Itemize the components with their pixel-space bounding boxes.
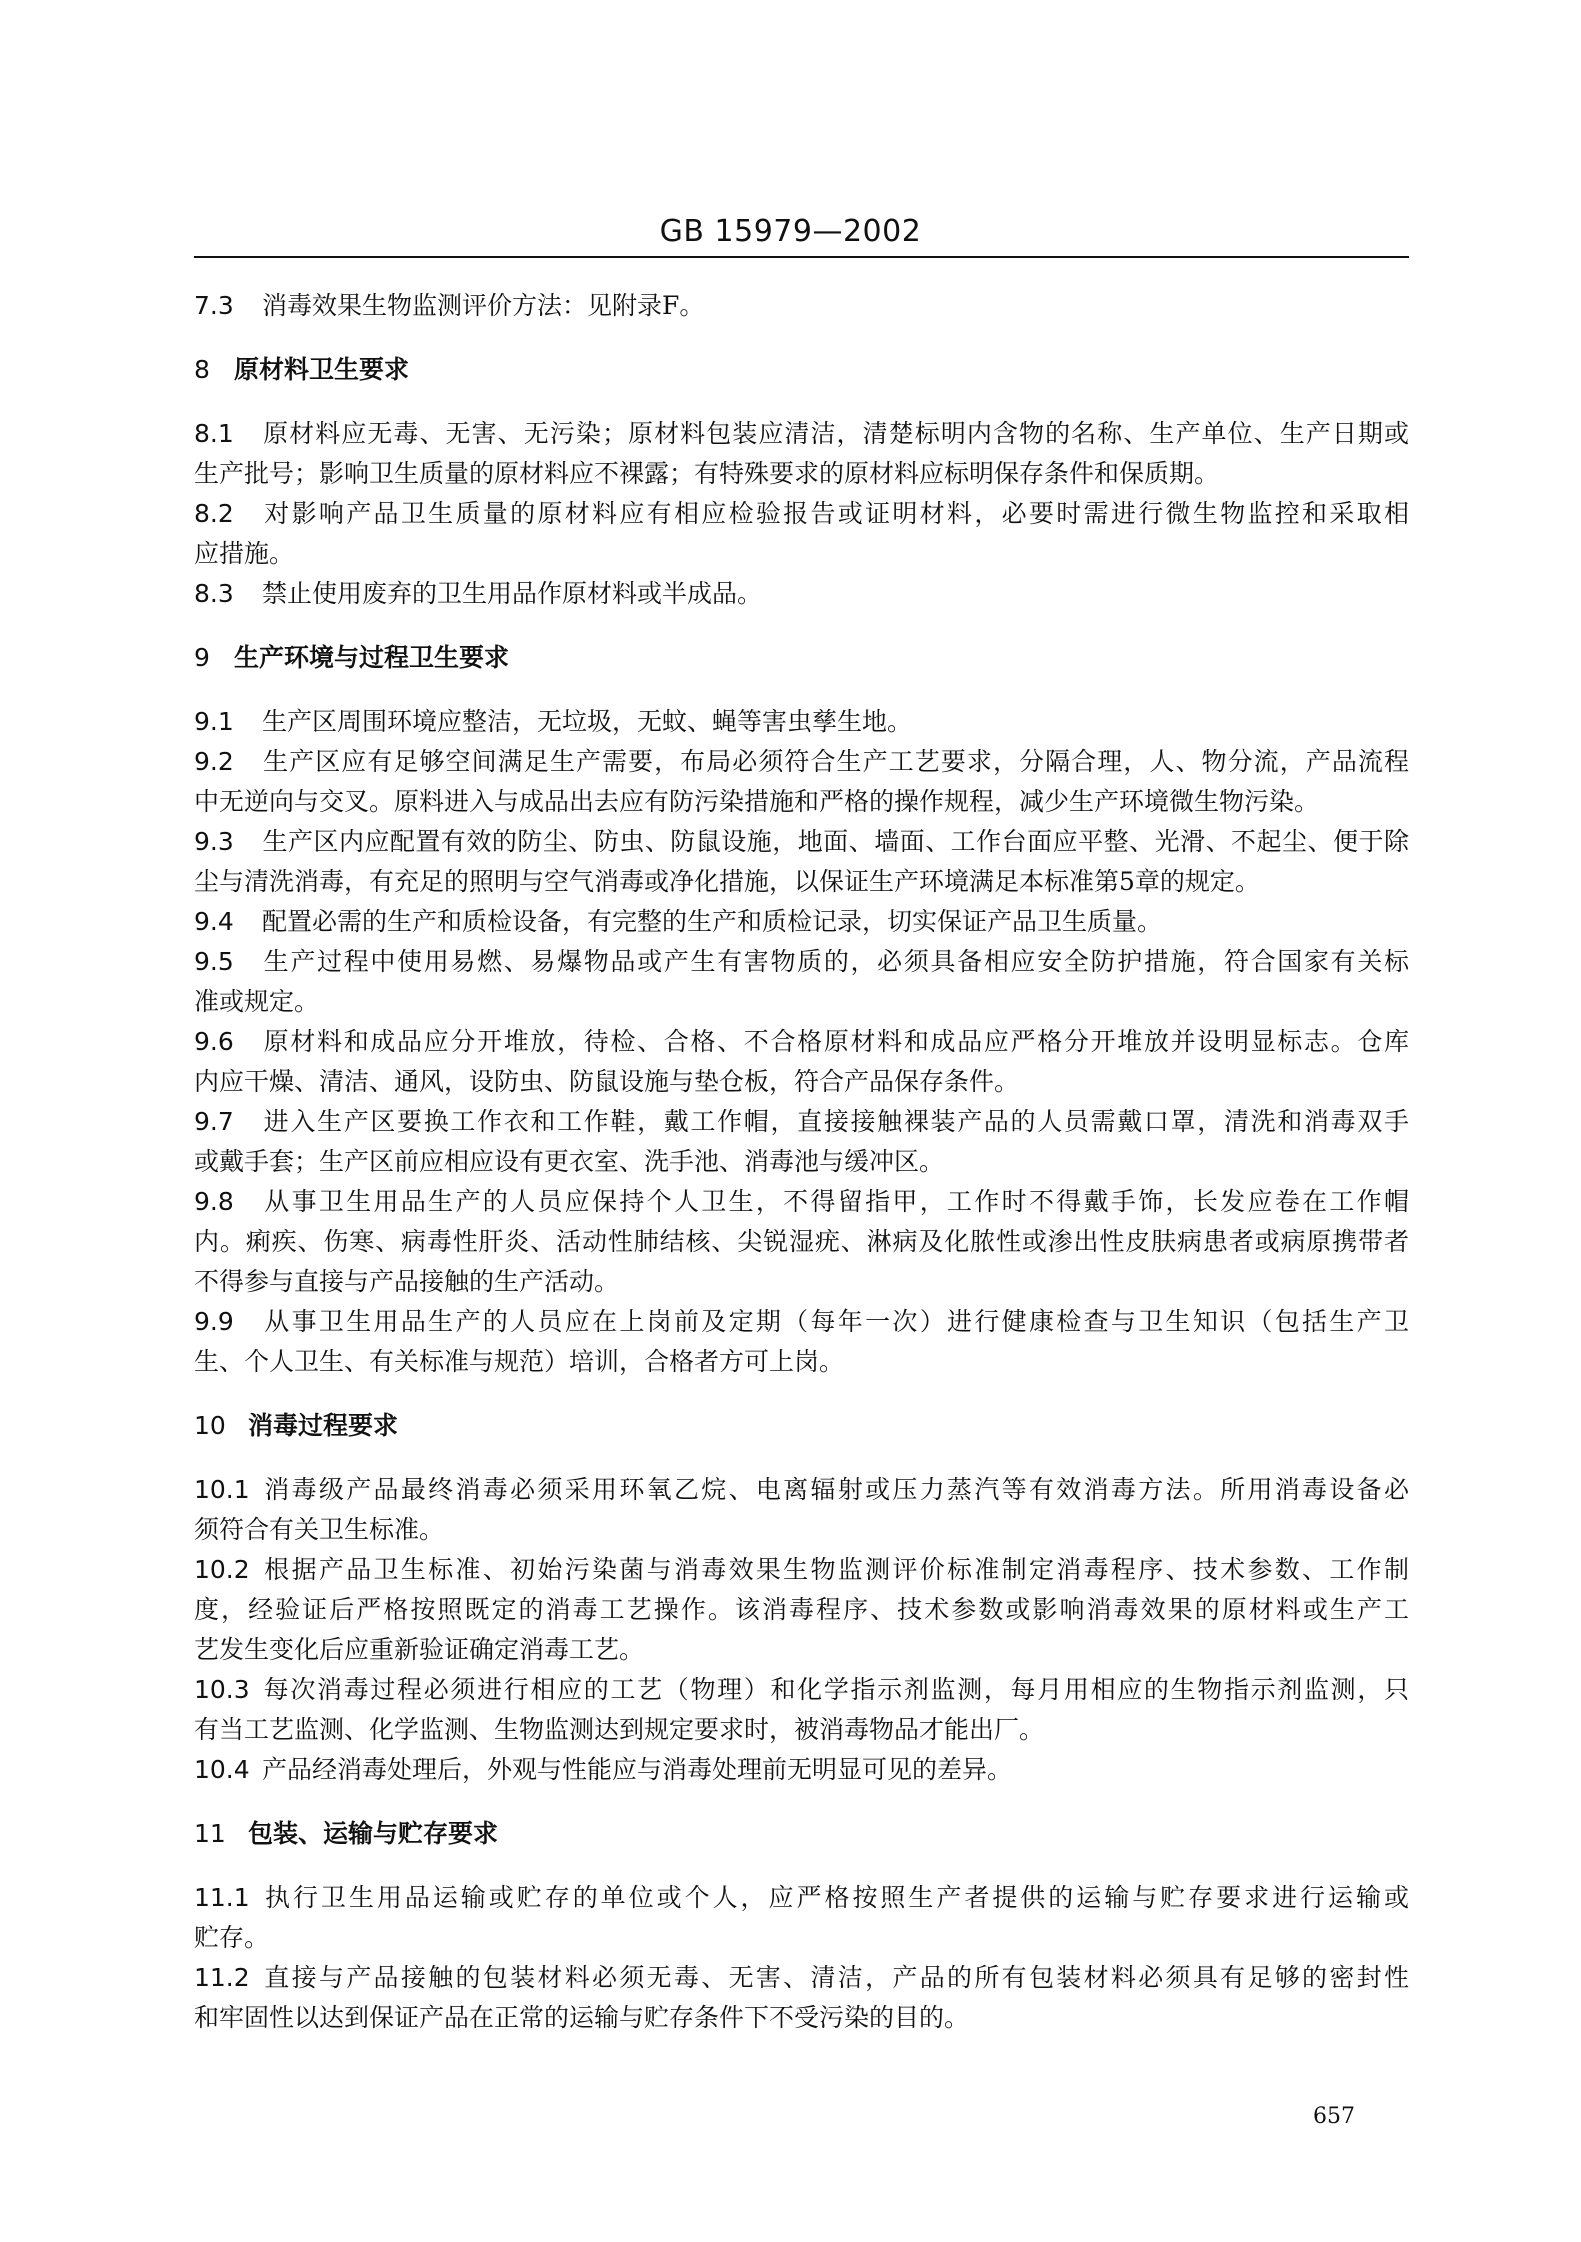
section-number: 9 <box>194 643 210 672</box>
clause-text: 原材料应无毒、无害、无污染；原材料包装应清洁，清楚标明内含物的名称、生产单位、生产日期或 <box>262 419 1409 448</box>
clause-text: 每次消毒过程必须进行相应的工艺（物理）和化学指示剂监测，每月用相应的生物指示剂监测，只 <box>262 1675 1409 1704</box>
clause-9-2-cont: 中无逆向与交叉。原料进入与成品出去应有防污染措施和严格的操作规程，减少生产环境微生物污染。 <box>194 787 1320 816</box>
clause-10-1 <box>194 1470 1409 1510</box>
clause-text: 原材料和成品应分开堆放，待检、合格、不合格原材料和成品应严格分开堆放并设明显标志。仓库 <box>262 1027 1409 1056</box>
clause-number: 9.1 <box>194 707 234 736</box>
clause-text: 产品经消毒处理后，外观与性能应与消毒处理前无明显可见的差异。 <box>262 1755 1013 1784</box>
section-heading-8 <box>194 350 1409 390</box>
clause-text: 生产区内应配置有效的防尘、防虫、防鼠设施，地面、墙面、工作台面应平整、光滑、不起尘、便于除 <box>262 827 1409 856</box>
clause-number: 8.3 <box>194 579 234 608</box>
clause-number: 9.7 <box>194 1107 234 1136</box>
clause-number: 9.8 <box>194 1187 234 1216</box>
clause-text: 对影响产品卫生质量的原材料应有相应检验报告或证明材料，必要时需进行微生物监控和采取相 <box>262 499 1409 528</box>
clause-11-2 <box>194 1958 1409 1998</box>
clause-number: 9.9 <box>194 1307 234 1336</box>
clause-text: 根据产品卫生标准、初始污染菌与消毒效果生物监测评价标准制定消毒程序、技术参数、工作制 <box>262 1555 1409 1584</box>
clause-number: 10.4 <box>194 1755 250 1784</box>
clause-9-7 <box>194 1102 1409 1142</box>
clause-10-4 <box>194 1750 1409 1790</box>
clause-9-5-cont: 准或规定。 <box>194 987 320 1016</box>
standard-code-header: GB 15979—2002 <box>659 214 922 249</box>
clause-number: 10.2 <box>194 1555 250 1584</box>
clause-11-2-cont: 和牢固性以达到保证产品在正常的运输与贮存条件下不受污染的目的。 <box>194 2003 970 2032</box>
section-heading-9 <box>194 638 1409 678</box>
clause-9-5 <box>194 942 1409 982</box>
clause-9-6 <box>194 1022 1409 1062</box>
document-body <box>194 286 1409 2038</box>
clause-text: 生产过程中使用易燃、易爆物品或产生有害物质的，必须具备相应安全防护措施，符合国家有关标 <box>262 947 1409 976</box>
section-number: 10 <box>194 1411 226 1440</box>
clause-10-2 <box>194 1550 1409 1590</box>
section-heading-10 <box>194 1406 1409 1446</box>
section-number: 8 <box>194 355 210 384</box>
clause-10-2-cont: 度，经验证后严格按照既定的消毒工艺操作。该消毒程序、技术参数或影响消毒效果的原材料或生产工 <box>194 1595 1409 1624</box>
clause-text: 直接与产品接触的包装材料必须无毒、无害、清洁，产品的所有包装材料必须具有足够的密封性 <box>262 1963 1409 1992</box>
clause-text: 配置必需的生产和质检设备，有完整的生产和质检记录，切实保证产品卫生质量。 <box>262 907 1163 936</box>
clause-text: 消毒级产品最终消毒必须采用环氧乙烷、电离辐射或压力蒸汽等有效消毒方法。所用消毒设备必 <box>262 1475 1409 1504</box>
clause-7-3 <box>194 286 1409 326</box>
section-title: 原材料卫生要求 <box>234 355 410 384</box>
clause-number: 7.3 <box>194 291 234 320</box>
section-number: 11 <box>194 1819 226 1848</box>
clause-9-8 <box>194 1182 1409 1222</box>
clause-number: 11.2 <box>194 1963 250 1992</box>
clause-number: 10.3 <box>194 1675 250 1704</box>
clause-text: 从事卫生用品生产的人员应在上岗前及定期（每年一次）进行健康检查与卫生知识（包括生产卫 <box>262 1307 1409 1336</box>
clause-8-1-cont: 生产批号；影响卫生质量的原材料应不裸露；有特殊要求的原材料应标明保存条件和保质期。 <box>194 459 1220 488</box>
section-heading-11 <box>194 1814 1409 1854</box>
clause-9-9-cont: 生、个人卫生、有关标准与规范）培训，合格者方可上岗。 <box>194 1347 845 1376</box>
clause-number: 8.2 <box>194 499 234 528</box>
clause-10-3-cont: 有当工艺监测、化学监测、生物监测达到规定要求时，被消毒物品才能出厂。 <box>194 1715 1045 1744</box>
clause-8-2-cont: 应措施。 <box>194 539 295 568</box>
clause-text: 从事卫生用品生产的人员应保持个人卫生，不得留指甲，工作时不得戴手饰，长发应卷在工作帽 <box>262 1187 1409 1216</box>
clause-text: 生产区应有足够空间满足生产需要，布局必须符合生产工艺要求，分隔合理，人、物分流，产品流程 <box>262 747 1409 776</box>
clause-text: 禁止使用废弃的卫生用品作原材料或半成品。 <box>262 579 763 608</box>
clause-8-3 <box>194 574 1409 614</box>
clause-number: 9.3 <box>194 827 234 856</box>
clause-9-8-cont2: 不得参与直接与产品接触的生产活动。 <box>194 1267 620 1296</box>
clause-11-1-cont: 贮存。 <box>194 1923 270 1952</box>
clause-10-1-cont: 须符合有关卫生标准。 <box>194 1515 445 1544</box>
clause-8-2 <box>194 494 1409 534</box>
clause-number: 8.1 <box>194 419 234 448</box>
clause-number: 10.1 <box>194 1475 250 1504</box>
clause-9-6-cont: 内应干燥、清洁、通风，设防虫、防鼠设施与垫仓板，符合产品保存条件。 <box>194 1067 1020 1096</box>
clause-9-2 <box>194 742 1409 782</box>
header-divider <box>194 256 1409 258</box>
clause-9-1 <box>194 702 1409 742</box>
clause-9-3 <box>194 822 1409 862</box>
clause-10-2-cont2: 艺发生变化后应重新验证确定消毒工艺。 <box>194 1635 645 1664</box>
clause-text: 执行卫生用品运输或贮存的单位或个人，应严格按照生产者提供的运输与贮存要求进行运输或 <box>262 1883 1409 1912</box>
clause-9-7-cont: 或戴手套；生产区前应相应设有更衣室、洗手池、消毒池与缓冲区。 <box>194 1147 945 1176</box>
section-title: 消毒过程要求 <box>248 1411 399 1440</box>
clause-9-4 <box>194 902 1409 942</box>
clause-number: 9.6 <box>194 1027 234 1056</box>
clause-number: 9.4 <box>194 907 234 936</box>
clause-10-3 <box>194 1670 1409 1710</box>
clause-text: 生产区周围环境应整洁，无垃圾，无蚊、蝇等害虫孳生地。 <box>262 707 913 736</box>
clause-11-1 <box>194 1878 1409 1918</box>
clause-number: 9.2 <box>194 747 234 776</box>
clause-9-3-cont: 尘与清洗消毒，有充足的照明与空气消毒或净化措施，以保证生产环境满足本标准第5章的规定。 <box>194 867 1260 896</box>
clause-number: 9.5 <box>194 947 234 976</box>
clause-9-9 <box>194 1302 1409 1342</box>
section-title: 包装、运输与贮存要求 <box>248 1819 499 1848</box>
clause-text: 消毒效果生物监测评价方法：见附录F。 <box>262 291 705 320</box>
clause-text: 进入生产区要换工作衣和工作鞋，戴工作帽，直接接触裸装产品的人员需戴口罩，清洗和消毒双手 <box>262 1107 1409 1136</box>
clause-9-8-cont: 内。痢疾、伤寒、病毒性肝炎、活动性肺结核、尖锐湿疣、淋病及化脓性或渗出性皮肤病患者或病原携带者 <box>194 1227 1409 1256</box>
section-title: 生产环境与过程卫生要求 <box>234 643 510 672</box>
clause-number: 11.1 <box>194 1883 250 1912</box>
clause-8-1 <box>194 414 1409 454</box>
page-number: 657 <box>1313 2104 1355 2129</box>
